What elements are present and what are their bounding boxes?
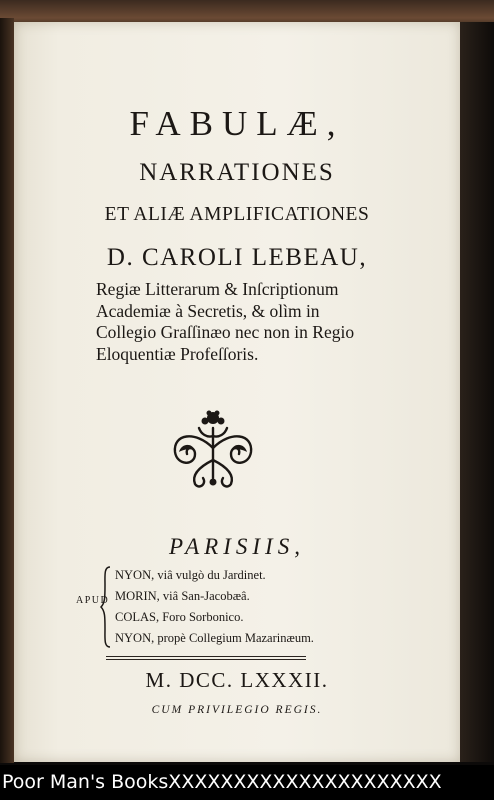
publication-date: M. DCC. LXXXII. bbox=[145, 668, 329, 692]
publisher-line: COLAS, Foro Sorbonico. bbox=[115, 610, 244, 624]
publishers-list bbox=[115, 565, 314, 649]
seller-watermark: Poor Man's BooksXXXXXXXXXXXXXXXXXXXXX bbox=[0, 765, 494, 800]
book-subtitle-2: ET ALIÆ AMPLIFICATIONES bbox=[104, 204, 370, 225]
imprint-place: PARISIIS, bbox=[169, 534, 305, 559]
divider-rule bbox=[106, 656, 306, 657]
author-name: D. CAROLI LEBEAU, bbox=[106, 244, 368, 271]
publisher-line: MORIN, viâ San-Jacobæâ. bbox=[115, 589, 250, 603]
book-right-edge bbox=[460, 22, 494, 762]
description-line: Eloquentiæ Profeſſoris. bbox=[96, 343, 259, 364]
book-title: FABULÆ, bbox=[129, 104, 345, 143]
publisher-line: NYON, propè Collegium Mazarinæum. bbox=[115, 631, 314, 645]
author-description bbox=[96, 279, 456, 365]
divider-rule bbox=[106, 659, 306, 660]
apud-label: APUD bbox=[76, 595, 110, 606]
book-spine-edge bbox=[0, 18, 14, 763]
description-line: Academiæ à Secretis, & olìm in bbox=[96, 300, 320, 321]
publisher-line: NYON, viâ vulgò du Jardinet. bbox=[115, 568, 266, 582]
brace-icon bbox=[100, 565, 112, 649]
description-line: Regiæ Litterarum & Inſcriptionum bbox=[96, 279, 339, 299]
title-page bbox=[14, 22, 460, 762]
printers-ornament-icon bbox=[165, 408, 261, 490]
royal-privilege: CUM PRIVILEGIO REGIS. bbox=[151, 704, 323, 716]
description-line: Collegio Graſſinæo nec non in Regio bbox=[96, 322, 355, 342]
book-subtitle: NARRATIONES bbox=[139, 159, 335, 186]
